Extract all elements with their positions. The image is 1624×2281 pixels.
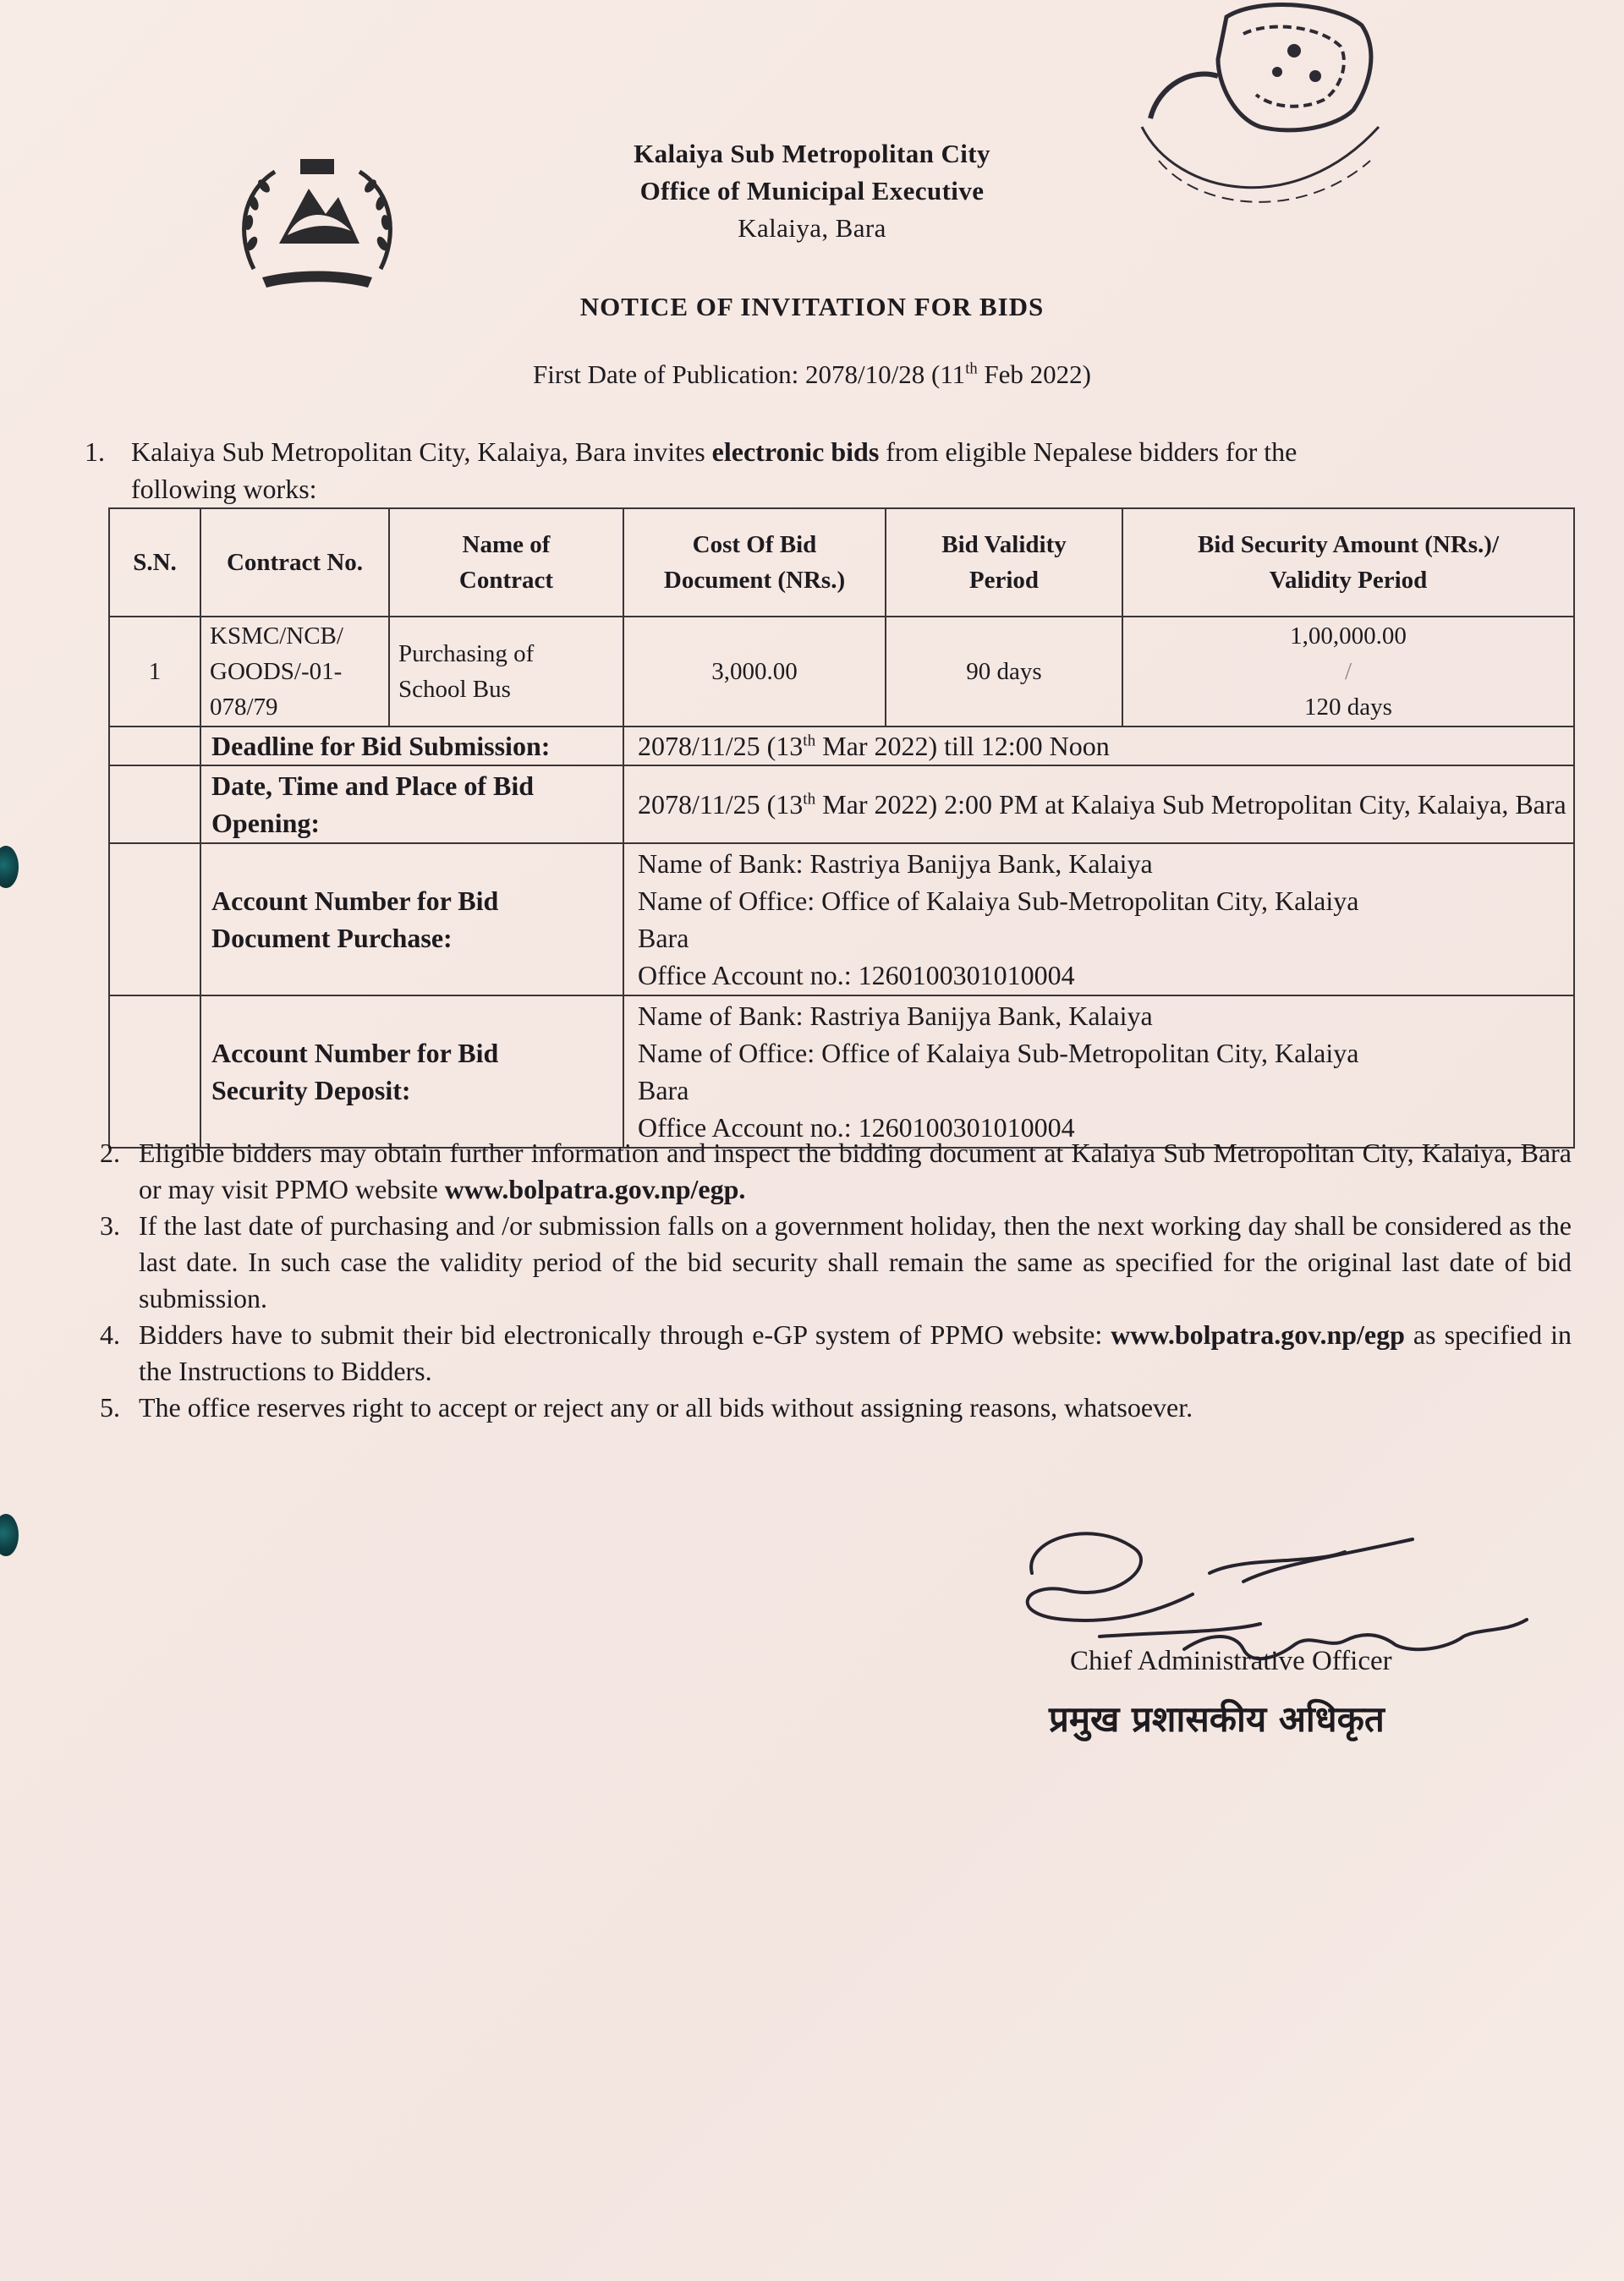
opening-text: 2078/11/25 (13	[638, 789, 804, 820]
purchase-account-value	[623, 843, 1574, 995]
security-separator: /	[1344, 658, 1352, 685]
cell-empty	[109, 765, 200, 843]
official-seal-stamp	[1125, 0, 1421, 288]
cell-validity: 90 days	[886, 617, 1122, 727]
ppmo-website-link: www.bolpatra.gov.np/egp.	[444, 1174, 746, 1204]
purchase-account-row	[109, 843, 1574, 995]
cell-empty	[109, 843, 200, 995]
header-sn: S.N.	[109, 508, 200, 617]
cell-sn: 1	[109, 617, 200, 727]
deadline-label: Deadline for Bid Submission:	[200, 727, 623, 765]
notice-title: NOTICE OF INVITATION FOR BIDS	[579, 292, 1045, 321]
item-number: 4.	[100, 1319, 120, 1350]
list-item	[100, 1317, 1572, 1390]
deadline-value	[623, 727, 1574, 765]
item-1-text-b: from eligible Nepalese bidders for the	[879, 436, 1298, 467]
deposit-account-value	[623, 995, 1574, 1148]
table-row	[109, 617, 1574, 727]
deadline-row	[109, 727, 1574, 765]
item-1	[85, 433, 1539, 507]
deadline-text: 2078/11/25 (13	[638, 731, 804, 761]
punch-hole	[0, 846, 19, 888]
header-cost: Cost Of Bid Document (NRs.)	[623, 508, 886, 617]
table-header-row	[109, 508, 1574, 617]
office-name-cont: Bara	[638, 923, 689, 953]
security-amount: 1,00,000.00	[1290, 622, 1407, 650]
office-name-cont: Bara	[638, 1075, 689, 1105]
item-number: 1.	[85, 436, 105, 467]
purchase-account-label: Account Number for Bid Document Purchase:	[200, 843, 623, 995]
list-item	[100, 1390, 1572, 1426]
publication-date-sup: th	[965, 359, 978, 378]
cell-empty	[109, 727, 200, 765]
header-name-of-contract: Name of Contract	[389, 508, 623, 617]
item-1-text-a: Kalaiya Sub Metropolitan City, Kalaiya, Bara invites	[131, 436, 712, 467]
org-office: Office of Municipal Executive	[639, 176, 985, 206]
opening-row	[109, 765, 1574, 843]
item-2-text: Eligible bidders may obtain further information and inspect the bidding document at Kalaiya Sub Metropolitan City, Kalaiya, Bara or may visit PPMO website	[139, 1138, 1572, 1204]
item-text	[139, 1317, 1572, 1390]
deposit-account-row	[109, 995, 1574, 1148]
publication-date-text: First Date of Publication: 2078/10/28 (11	[533, 359, 966, 389]
opening-value	[623, 765, 1574, 843]
header-validity: Bid Validity Period	[886, 508, 1122, 617]
publication-date	[0, 359, 1624, 390]
header-contract-no: Contract No.	[200, 508, 389, 617]
account-number: Office Account no.: 1260100301010004	[638, 1112, 1075, 1143]
cell-empty	[109, 995, 200, 1148]
signatory-title-nepali: प्रमुख प्रशासकीय अधिकृत	[1049, 1698, 1385, 1740]
item-3-text: If the last date of purchasing and /or submission falls on a government holiday, then the next working day shall be considered as the last date. In such case the validity period of the bid security shall remain the same as specified for the original last date of bid submission.	[139, 1210, 1572, 1313]
deadline-suffix: Mar 2022) till 12:00 Noon	[815, 731, 1110, 761]
account-number: Office Account no.: 1260100301010004	[638, 960, 1075, 990]
notice-items	[100, 1135, 1572, 1426]
item-1-bold: electronic bids	[711, 436, 880, 467]
publication-date-suffix: Feb 2022)	[977, 359, 1091, 389]
office-name: Name of Office: Office of Kalaiya Sub-Metropolitan City, Kalaiya	[638, 886, 1359, 916]
cell-security	[1122, 617, 1574, 727]
list-item	[100, 1135, 1572, 1208]
cell-contract-no: KSMC/NCB/ GOODS/-01- 078/79	[200, 617, 389, 727]
header-security: Bid Security Amount (NRs.)/ Validity Period	[1122, 508, 1574, 617]
signatory-title: Chief Administrative Officer	[1070, 1646, 1392, 1676]
opening-sup: th	[803, 790, 816, 809]
item-1-text-c: following works:	[131, 474, 317, 504]
item-text	[139, 1135, 1572, 1208]
office-name: Name of Office: Office of Kalaiya Sub-Metropolitan City, Kalaiya	[638, 1038, 1359, 1068]
cell-contract-name: Purchasing of School Bus	[389, 617, 623, 727]
item-number: 2.	[100, 1138, 120, 1168]
item-4-after: as specified in the Instructions to Bidders.	[139, 1319, 1572, 1386]
org-name: Kalaiya Sub Metropolitan City	[634, 139, 990, 168]
ppmo-website-link: www.bolpatra.gov.np/egp	[1111, 1319, 1405, 1350]
bid-details-table	[108, 507, 1575, 1149]
item-4-text: Bidders have to submit their bid electronically through e-GP system of PPMO website:	[139, 1319, 1111, 1350]
security-validity: 120 days	[1304, 694, 1392, 721]
item-5-text: The office reserves right to accept or reject any or all bids without assigning reasons, whatsoever.	[139, 1392, 1193, 1423]
org-location: Kalaiya, Bara	[738, 213, 886, 243]
bank-name: Name of Bank: Rastriya Banijya Bank, Kalaiya	[638, 1001, 1153, 1031]
opening-suffix: Mar 2022) 2:00 PM at Kalaiya Sub Metropolitan City, Kalaiya, Bara	[815, 789, 1566, 820]
item-number: 5.	[100, 1392, 120, 1423]
punch-hole	[0, 1514, 19, 1556]
cell-cost: 3,000.00	[623, 617, 886, 727]
item-number: 3.	[100, 1210, 120, 1241]
bank-name: Name of Bank: Rastriya Banijya Bank, Kalaiya	[638, 848, 1153, 879]
deposit-account-label: Account Number for Bid Security Deposit:	[200, 995, 623, 1148]
deadline-sup: th	[803, 732, 816, 750]
opening-label: Date, Time and Place of Bid Opening:	[200, 765, 623, 843]
list-item	[100, 1208, 1572, 1317]
